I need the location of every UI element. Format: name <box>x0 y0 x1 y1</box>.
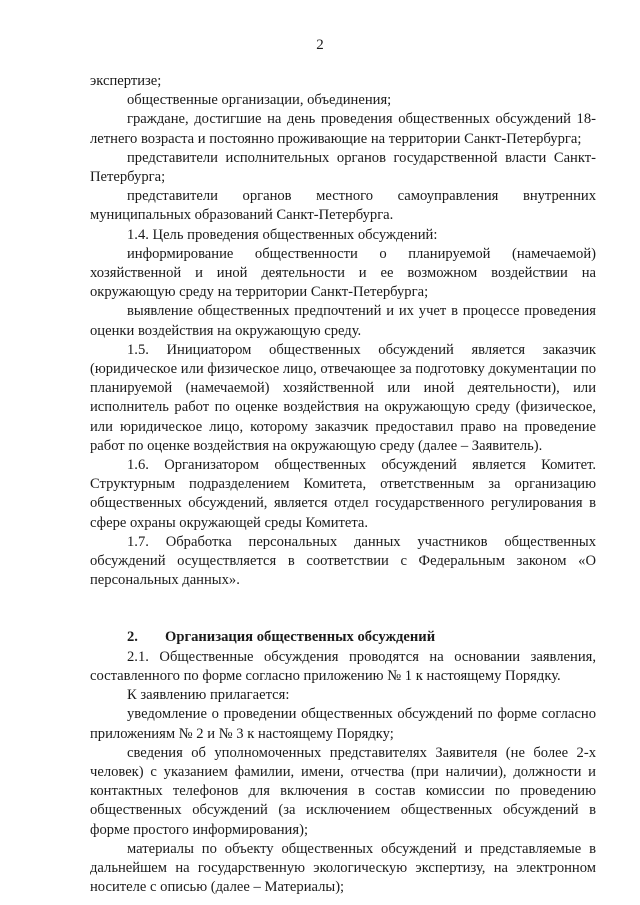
paragraph: 2.1. Общественные обсуждения проводятся на основании заявления, составленного по форме согласно приложению № 1 к настоящему Порядку. <box>90 648 596 684</box>
section-title: Организация общественных обсуждений <box>165 629 436 646</box>
paragraph: экспертизе; <box>90 73 162 89</box>
paragraph: материалы по объекту общественных обсуждений и представляемые в дальнейшем на государственную экологическую экспертизу, на электронном носителе с описью (далее – Материалы); <box>90 840 596 896</box>
paragraph: 1.6. Организатором общественных обсуждений является Комитет. Структурным подразделением Комитета, ответственным за организацию общественных обсуждений, является отдел государственного регулирования в сфере охраны окружающей среды Комитета. <box>90 457 596 531</box>
paragraph: уведомление о проведении общественных обсуждений по форме согласно приложениям № 2 и № 3 к настоящему Порядку; <box>90 706 596 742</box>
paragraph: 1.7. Обработка персональных данных участников общественных обсуждений осуществляется в соответствии с Федеральным законом «О персональных данных». <box>90 533 596 589</box>
page-number: 2 <box>316 37 324 53</box>
paragraph: выявление общественных предпочтений и их учет в процессе проведения оценки воздействия на окружающую среду. <box>90 303 596 339</box>
paragraph: сведения об уполномоченных представителях Заявителя (не более 2-х человек) с указанием фамилии, имени, отчества (при наличии), должности и контактных телефонов для включения в состав комиссии по проведению общественных обсуждений (за исключением общественных обсуждений в форме простого информирования); <box>90 744 596 838</box>
paragraph: представители исполнительных органов государственной власти Санкт-Петербурга; <box>90 149 596 186</box>
paragraph: представители органов местного самоуправления внутренних муниципальных образований Санкт-Петербурга. <box>90 188 596 224</box>
section-number: 2. <box>127 629 138 646</box>
paragraph: информирование общественности о планируемой (намечаемой) хозяйственной и иной деятельности и ее возможном воздействии на окружающую среду на территории Санкт-Петербурга; <box>90 245 596 301</box>
paragraph: общественные организации, объединения; <box>127 92 392 109</box>
paragraph: 1.4. Цель проведения общественных обсуждений: <box>127 226 438 243</box>
paragraph: граждане, достигшие на день проведения общественных обсуждений 18-летнего возраста и постоянно проживающие на территории Санкт-Петербурга; <box>90 111 596 147</box>
paragraph: 1.5. Инициатором общественных обсуждений является заказчик (юридическое или физическое лицо, отвечающее за подготовку документации по планируемой (намечаемой) хозяйственной или иной деятельности), или исполнитель работ по оценке воздействия на окружающую среду (физическое, или юридическое лицо, которому заказчик предоставил право на проведение работ по оценке воздействия на окружающую среду (далее – Заявитель). <box>90 341 596 454</box>
section-heading <box>127 628 596 647</box>
document-body <box>90 72 596 897</box>
paragraph: К заявлению прилагается: <box>127 687 290 704</box>
